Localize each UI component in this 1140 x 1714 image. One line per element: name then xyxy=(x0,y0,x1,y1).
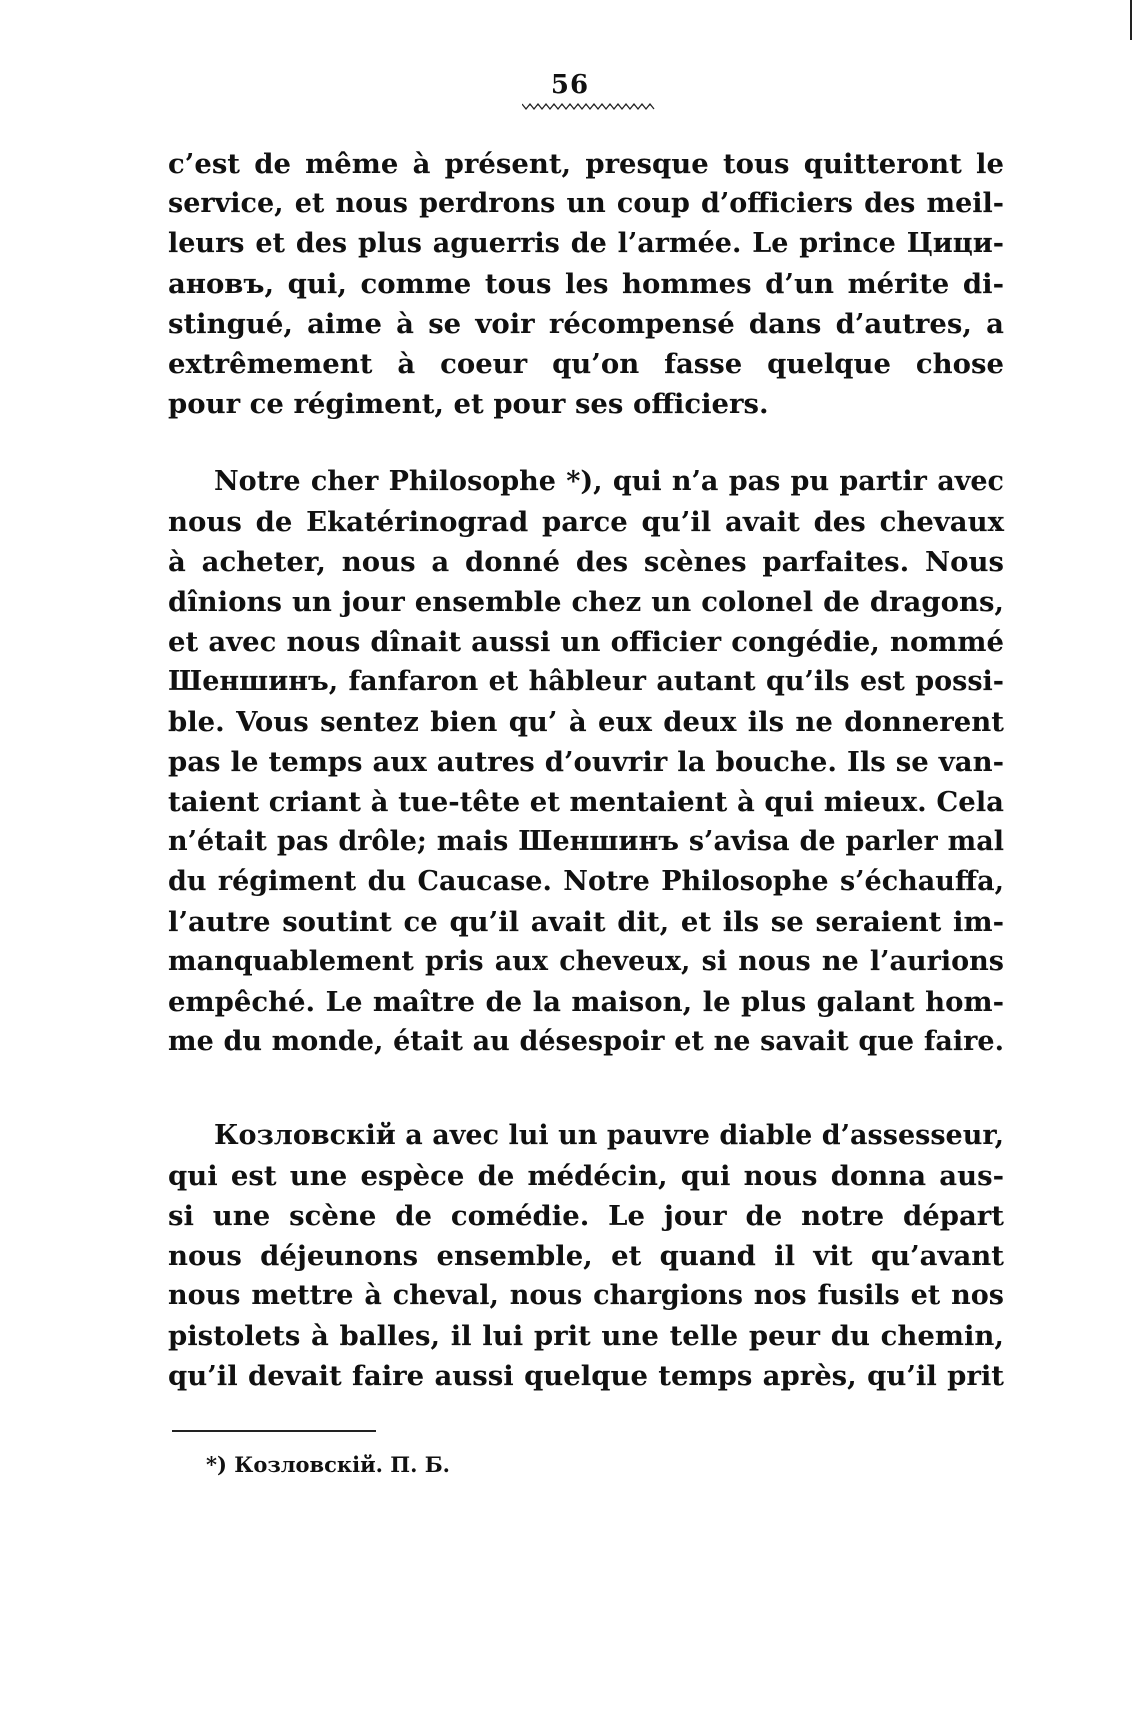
text-line: dînions un jour ensemble chez un colonel de dragons, xyxy=(168,586,1004,618)
text-line: empêché. Le maître de la maison, le plus galant hom- xyxy=(168,986,1004,1018)
text-line: Шеншинъ, fanfaron et hâbleur autant qu’ils est possi- xyxy=(168,666,1004,697)
text-line: Козловскій a avec lui un pauvre diable d’assesseur, xyxy=(214,1120,1004,1151)
text-line: taient criant à tue-tête et mentaient à qui mieux. Cela xyxy=(168,786,1004,818)
text-line: n’était pas drôle; mais Шеншинъ s’avisa de parler mal xyxy=(168,826,1004,857)
page-number: 56 xyxy=(550,70,590,100)
text-line: qui est une espèce de médécin, qui nous donna aus- xyxy=(168,1160,1004,1192)
text-line: qu’il devait faire aussi quelque temps après, qu’il prit xyxy=(168,1360,1004,1392)
text-line: si une scène de comédie. Le jour de notre départ xyxy=(168,1200,1004,1232)
text-line: me du monde, était au désespoir et ne savait que faire. xyxy=(168,1026,1004,1057)
text-line: manquablement pris aux cheveux, si nous ne l’aurions xyxy=(168,946,1004,977)
text-line: ановъ, qui, comme tous les hommes d’un mérite di- xyxy=(168,268,1004,300)
text-line: et avec nous dînait aussi un officier congédie, nommé xyxy=(168,626,1004,658)
text-line: nous déjeunons ensemble, et quand il vit qu’avant xyxy=(168,1240,1004,1272)
text-line: extrêmement à coeur qu’on fasse quelque chose xyxy=(168,348,1004,380)
text-line: stingué, aime à se voir récompensé dans d’autres, a xyxy=(168,308,1004,340)
text-line: ble. Vous sentez bien qu’ à eux deux ils ne donnerent xyxy=(168,706,1004,738)
text-line: pour ce régiment, et pour ses officiers. xyxy=(168,388,769,420)
footnote-divider xyxy=(172,1430,376,1432)
text-line: nous de Ekatérinograd parce qu’il avait des chevaux xyxy=(168,506,1004,538)
text-line: leurs et des plus aguerris de l’armée. Le prince Цици- xyxy=(168,228,1004,259)
footnote: *) Козловскій. П. Б. xyxy=(206,1452,450,1477)
text-line: c’est de même à présent, presque tous quitteront le xyxy=(168,148,1004,180)
text-line: pas le temps aux autres d’ouvrir la bouche. Ils se van- xyxy=(168,746,1004,778)
page-number-ornament xyxy=(522,100,656,112)
text-line: pistolets à balles, il lui prit une telle peur du chemin, xyxy=(168,1320,1004,1352)
text-line: à acheter, nous a donné des scènes parfaites. Nous xyxy=(168,546,1004,578)
paragraph-1 xyxy=(168,144,1004,424)
text-line: nous mettre à cheval, nous chargions nos fusils et nos xyxy=(168,1280,1004,1311)
page-edge-rule xyxy=(1130,0,1132,40)
paragraph-3 xyxy=(168,1116,1004,1396)
text-line: service, et nous perdrons un coup d’officiers des meil- xyxy=(168,188,1004,219)
paragraph-2 xyxy=(168,462,1004,1062)
text-line: l’autre soutint ce qu’il avait dit, et ils se seraient im- xyxy=(168,906,1004,938)
text-line: du régiment du Caucase. Notre Philosophe s’échauffa, xyxy=(168,866,1004,897)
text-line: Notre cher Philosophe *), qui n’a pas pu partir avec xyxy=(214,466,1004,497)
